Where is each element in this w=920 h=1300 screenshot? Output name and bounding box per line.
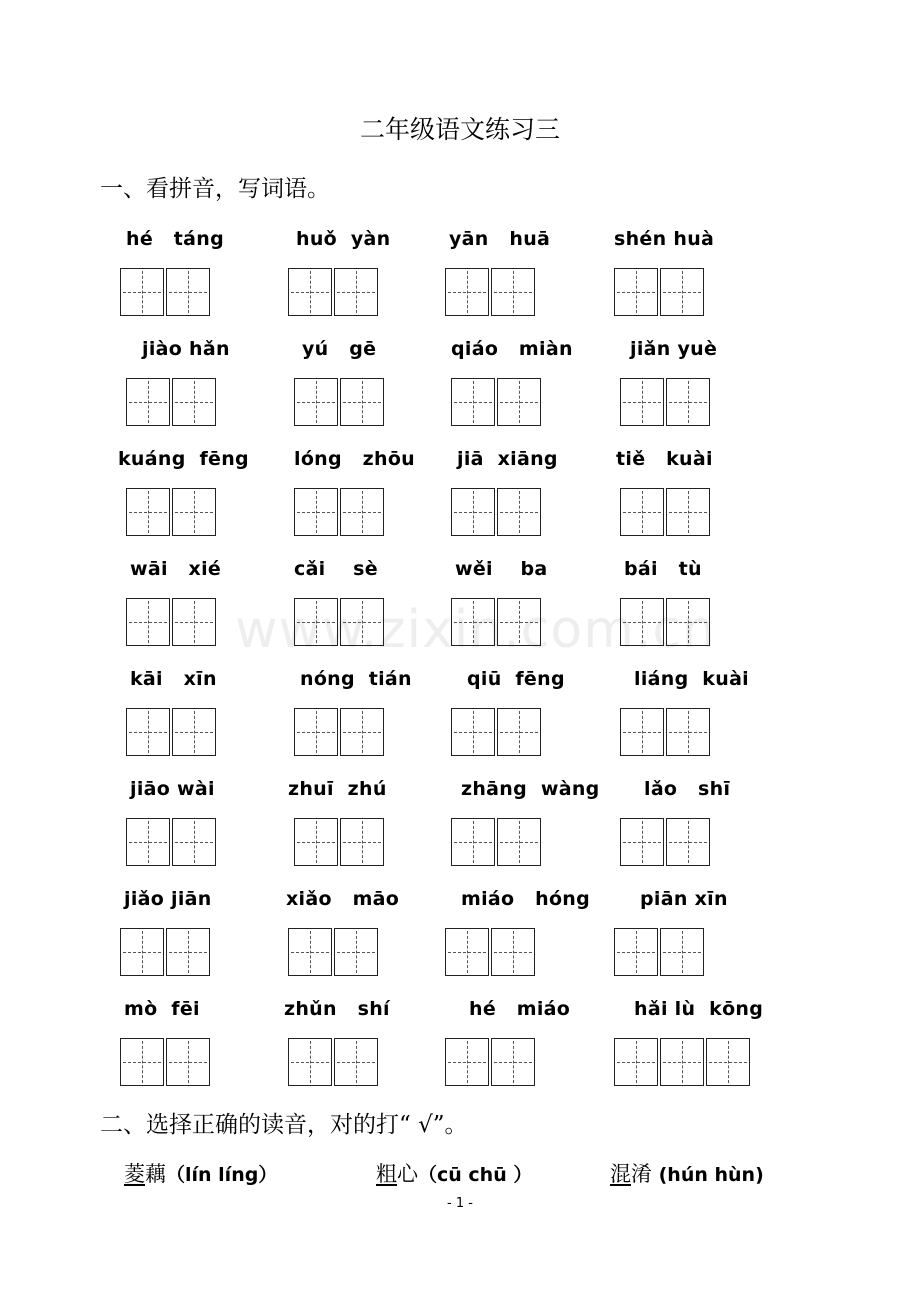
tian-zi-boxes <box>120 1038 212 1086</box>
tian-zi-boxes <box>620 488 712 536</box>
pinyin-label: piān xīn <box>640 888 728 910</box>
writing-box[interactable] <box>294 598 338 646</box>
tian-zi-boxes <box>451 818 543 866</box>
writing-box[interactable] <box>126 378 170 426</box>
tian-zi-boxes <box>294 818 386 866</box>
tian-zi-boxes <box>614 928 706 976</box>
writing-box[interactable] <box>172 488 216 536</box>
writing-box[interactable] <box>120 1038 164 1086</box>
tian-zi-boxes <box>126 598 218 646</box>
pinyin-label: zhāng wàng <box>461 778 600 800</box>
writing-box[interactable] <box>340 378 384 426</box>
pinyin-label: huǒ yàn <box>296 228 391 250</box>
writing-box[interactable] <box>172 378 216 426</box>
writing-box[interactable] <box>126 818 170 866</box>
pinyin-label: jiǎo jiān <box>124 888 212 910</box>
writing-box[interactable] <box>614 268 658 316</box>
pinyin-label: bái tù <box>624 558 702 580</box>
writing-box[interactable] <box>445 268 489 316</box>
tian-zi-boxes <box>294 598 386 646</box>
choice-item-1 <box>124 1158 277 1188</box>
choice-item-2 <box>376 1158 532 1188</box>
section-1-heading: 一、看拼音，写词语。 <box>100 176 330 202</box>
tian-zi-boxes <box>445 268 537 316</box>
pinyin-label: yān huā <box>449 228 551 250</box>
page-title: 二年级语文练习三 <box>359 115 560 144</box>
writing-box[interactable] <box>340 708 384 756</box>
tian-zi-boxes <box>120 268 212 316</box>
pinyin-label: hé táng <box>126 228 224 250</box>
underlined-char: 粗 <box>376 1162 397 1186</box>
writing-box[interactable] <box>666 378 710 426</box>
tian-zi-boxes <box>126 488 218 536</box>
writing-box[interactable] <box>172 708 216 756</box>
pinyin-label: shén huà <box>614 228 715 250</box>
writing-box[interactable] <box>294 818 338 866</box>
tian-zi-boxes <box>445 1038 537 1086</box>
pinyin-label: hé miáo <box>469 998 571 1020</box>
writing-box[interactable] <box>126 708 170 756</box>
writing-box[interactable] <box>451 708 495 756</box>
writing-box[interactable] <box>340 818 384 866</box>
writing-box[interactable] <box>497 708 541 756</box>
tian-zi-boxes <box>620 378 712 426</box>
writing-box[interactable] <box>491 1038 535 1086</box>
writing-box[interactable] <box>497 488 541 536</box>
writing-box[interactable] <box>614 928 658 976</box>
writing-box[interactable] <box>294 708 338 756</box>
pinyin-label: mò fēi <box>124 998 200 1020</box>
word-rest: 藕 <box>145 1162 166 1186</box>
writing-box[interactable] <box>706 1038 750 1086</box>
pinyin-label: lóng zhōu <box>294 448 416 470</box>
writing-box[interactable] <box>340 598 384 646</box>
writing-box[interactable] <box>166 928 210 976</box>
writing-box[interactable] <box>451 378 495 426</box>
writing-box[interactable] <box>294 488 338 536</box>
reading-options: （cū chū ） <box>418 1164 533 1186</box>
pinyin-label: miáo hóng <box>461 888 591 910</box>
underlined-char: 菱 <box>124 1162 145 1186</box>
tian-zi-boxes <box>451 598 543 646</box>
pinyin-label: zhuī zhú <box>288 778 387 800</box>
writing-box[interactable] <box>120 268 164 316</box>
watermark: www.zixin.com.cn <box>235 600 716 660</box>
writing-box[interactable] <box>497 378 541 426</box>
writing-box[interactable] <box>172 818 216 866</box>
writing-box[interactable] <box>340 488 384 536</box>
pinyin-label: jiào hǎn <box>142 338 230 360</box>
pinyin-label: nóng tián <box>300 668 412 690</box>
writing-box[interactable] <box>666 598 710 646</box>
tian-zi-boxes <box>620 818 712 866</box>
tian-zi-boxes <box>620 708 712 756</box>
tian-zi-boxes <box>294 488 386 536</box>
tian-zi-boxes <box>126 708 218 756</box>
writing-box[interactable] <box>660 928 704 976</box>
writing-box[interactable] <box>288 268 332 316</box>
writing-box[interactable] <box>445 928 489 976</box>
writing-box[interactable] <box>126 598 170 646</box>
writing-box[interactable] <box>660 1038 704 1086</box>
tian-zi-boxes <box>451 488 543 536</box>
pinyin-label: cǎi sè <box>294 558 378 580</box>
word-rest: 淆 <box>631 1162 652 1186</box>
reading-options: （lín líng） <box>166 1164 278 1186</box>
writing-box[interactable] <box>172 598 216 646</box>
pinyin-label: jiāo wài <box>130 778 215 800</box>
pinyin-label: zhǔn shí <box>284 998 390 1020</box>
tian-zi-boxes <box>451 708 543 756</box>
pinyin-label: jiā xiāng <box>457 448 558 470</box>
writing-box[interactable] <box>451 598 495 646</box>
writing-box[interactable] <box>620 708 664 756</box>
tian-zi-boxes <box>451 378 543 426</box>
writing-box[interactable] <box>445 1038 489 1086</box>
tian-zi-boxes <box>288 1038 380 1086</box>
pinyin-label: kuáng fēng <box>118 448 249 470</box>
word-rest: 心 <box>397 1162 418 1186</box>
pinyin-label: jiǎn yuè <box>630 338 718 360</box>
writing-box[interactable] <box>288 928 332 976</box>
writing-box[interactable] <box>334 1038 378 1086</box>
writing-box[interactable] <box>491 268 535 316</box>
pinyin-label: hǎi lù kōng <box>634 998 764 1020</box>
tian-zi-boxes <box>614 268 706 316</box>
writing-box[interactable] <box>126 488 170 536</box>
pinyin-label: xiǎo māo <box>286 888 400 910</box>
writing-box[interactable] <box>497 818 541 866</box>
pinyin-label: qiáo miàn <box>451 338 573 360</box>
writing-box[interactable] <box>620 818 664 866</box>
pinyin-label: liáng kuài <box>634 668 749 690</box>
pinyin-label: wěi ba <box>455 558 548 580</box>
writing-box[interactable] <box>288 1038 332 1086</box>
writing-box[interactable] <box>334 268 378 316</box>
pinyin-label: wāi xié <box>130 558 222 580</box>
writing-box[interactable] <box>294 378 338 426</box>
pinyin-label: qiū fēng <box>467 668 565 690</box>
tian-zi-boxes <box>126 818 218 866</box>
tian-zi-boxes <box>294 708 386 756</box>
writing-box[interactable] <box>166 1038 210 1086</box>
page-number: - 1 - <box>447 1196 473 1211</box>
writing-box[interactable] <box>334 928 378 976</box>
tian-zi-boxes <box>445 928 537 976</box>
writing-box[interactable] <box>120 928 164 976</box>
tian-zi-boxes <box>126 378 218 426</box>
reading-options: (hún hùn) <box>652 1164 764 1186</box>
writing-box[interactable] <box>620 488 664 536</box>
pinyin-label: lǎo shī <box>644 778 731 800</box>
writing-box[interactable] <box>660 268 704 316</box>
writing-box[interactable] <box>614 1038 658 1086</box>
tian-zi-boxes <box>288 928 380 976</box>
pinyin-label: tiě kuài <box>616 448 713 470</box>
pinyin-label: kāi xīn <box>130 668 217 690</box>
choice-item-3 <box>610 1158 764 1188</box>
underlined-char: 混 <box>610 1162 631 1186</box>
writing-box[interactable] <box>666 818 710 866</box>
tian-zi-boxes <box>614 1038 752 1086</box>
tian-zi-boxes <box>120 928 212 976</box>
writing-box[interactable] <box>497 598 541 646</box>
writing-box[interactable] <box>666 708 710 756</box>
tian-zi-boxes <box>294 378 386 426</box>
writing-box[interactable] <box>451 818 495 866</box>
writing-box[interactable] <box>666 488 710 536</box>
writing-box[interactable] <box>451 488 495 536</box>
writing-box[interactable] <box>166 268 210 316</box>
pinyin-label: yú gē <box>302 338 377 360</box>
writing-box[interactable] <box>491 928 535 976</box>
writing-box[interactable] <box>620 378 664 426</box>
section-2-heading: 二、选择正确的读音，对的打“ √”。 <box>100 1112 468 1138</box>
tian-zi-boxes <box>620 598 712 646</box>
writing-box[interactable] <box>620 598 664 646</box>
tian-zi-boxes <box>288 268 380 316</box>
